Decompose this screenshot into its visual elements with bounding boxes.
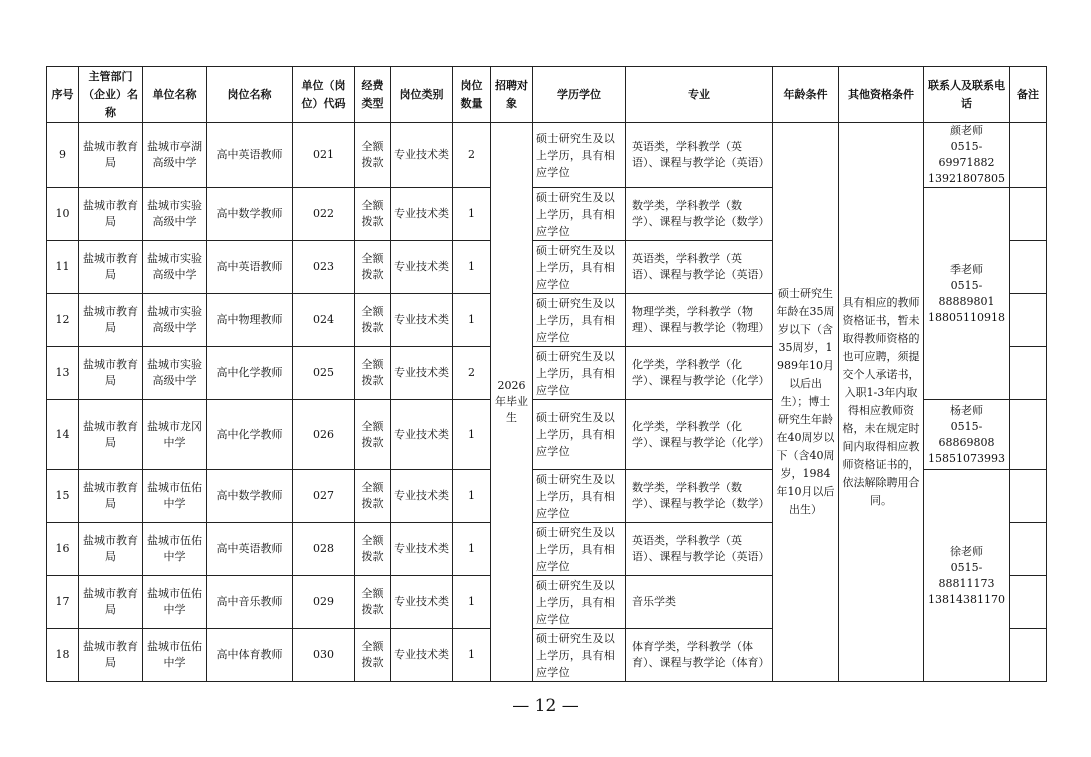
department-cell: 盐城市教育局 xyxy=(79,400,143,470)
contact-phone: 88889801 xyxy=(938,294,995,308)
contact-phone: 88811173 xyxy=(938,576,995,590)
department-cell: 盐城市教育局 xyxy=(79,241,143,294)
contact-area-code: 0515- xyxy=(950,278,983,292)
other-qualification-cell: 具有相应的教师资格证书，暂未取得教师资格的也可应聘，须提交个人承诺书，入职1-3年内取得相应教师资格，未在规定时间内取得相应教师资格证书的，依法解除聘用合同。 xyxy=(839,123,924,682)
category-cell: 专业技术类 xyxy=(391,241,453,294)
funding-cell: 全额拨款 xyxy=(355,523,391,576)
unit-cell: 盐城市实验高级中学 xyxy=(143,347,207,400)
post-cell: 高中音乐教师 xyxy=(207,576,293,629)
funding-cell: 全额拨款 xyxy=(355,241,391,294)
remark-cell xyxy=(1010,123,1047,188)
page-number: — 12 — xyxy=(512,696,579,716)
code-cell: 027 xyxy=(293,470,355,523)
contact-cell xyxy=(924,470,1010,682)
count-cell: 2 xyxy=(453,347,491,400)
post-cell: 高中化学教师 xyxy=(207,400,293,470)
serial-cell: 17 xyxy=(47,576,79,629)
serial-cell: 9 xyxy=(47,123,79,188)
remark-cell xyxy=(1010,188,1047,241)
code-cell: 029 xyxy=(293,576,355,629)
header-row xyxy=(47,67,1047,123)
serial-cell: 12 xyxy=(47,294,79,347)
count-cell: 2 xyxy=(453,123,491,188)
education-cell: 硕士研究生及以上学历，具有相应学位 xyxy=(533,629,626,682)
major-cell: 物理学类，学科教学（物理）、课程与教学论（物理） xyxy=(626,294,773,347)
serial-cell: 15 xyxy=(47,470,79,523)
contact-area-code: 0515- xyxy=(950,419,983,433)
contact-cell xyxy=(924,188,1010,400)
remark-cell xyxy=(1010,400,1047,470)
code-cell: 021 xyxy=(293,123,355,188)
unit-cell: 盐城市实验高级中学 xyxy=(143,241,207,294)
post-cell: 高中体育教师 xyxy=(207,629,293,682)
header-cell: 年龄条件 xyxy=(773,67,839,123)
contact-name: 徐老师 xyxy=(950,544,983,558)
department-cell: 盐城市教育局 xyxy=(79,294,143,347)
contact-phone: 68869808 xyxy=(938,435,995,449)
post-cell: 高中英语教师 xyxy=(207,523,293,576)
major-cell: 化学类，学科教学（化学）、课程与教学论（化学） xyxy=(626,400,773,470)
header-cell: 经费类型 xyxy=(355,67,391,123)
serial-cell: 18 xyxy=(47,629,79,682)
unit-cell: 盐城市伍佑中学 xyxy=(143,629,207,682)
serial-cell: 11 xyxy=(47,241,79,294)
major-cell: 数学类，学科教学（数学）、课程与教学论（数学） xyxy=(626,470,773,523)
contact-mobile: 13921807805 xyxy=(928,172,1005,185)
contact-cell xyxy=(924,123,1010,188)
code-cell: 026 xyxy=(293,400,355,470)
education-cell: 硕士研究生及以上学历，具有相应学位 xyxy=(533,347,626,400)
code-cell: 025 xyxy=(293,347,355,400)
contact-mobile: 18805110918 xyxy=(928,310,1005,324)
contact-cell xyxy=(924,400,1010,470)
code-cell: 022 xyxy=(293,188,355,241)
department-cell: 盐城市教育局 xyxy=(79,123,143,188)
code-cell: 023 xyxy=(293,241,355,294)
major-cell: 体育学类，学科教学（体育）、课程与教学论（体育） xyxy=(626,629,773,682)
category-cell: 专业技术类 xyxy=(391,629,453,682)
remark-cell xyxy=(1010,576,1047,629)
post-cell: 高中数学教师 xyxy=(207,470,293,523)
department-cell: 盐城市教育局 xyxy=(79,470,143,523)
unit-cell: 盐城市实验高级中学 xyxy=(143,294,207,347)
count-cell: 1 xyxy=(453,470,491,523)
header-cell: 招聘对象 xyxy=(491,67,533,123)
code-cell: 030 xyxy=(293,629,355,682)
funding-cell: 全额拨款 xyxy=(355,470,391,523)
unit-cell: 盐城市伍佑中学 xyxy=(143,470,207,523)
serial-cell: 13 xyxy=(47,347,79,400)
education-cell: 硕士研究生及以上学历，具有相应学位 xyxy=(533,241,626,294)
major-cell: 英语类，学科教学（英语）、课程与教学论（英语） xyxy=(626,241,773,294)
header-cell: 专业 xyxy=(626,67,773,123)
header-cell: 学历学位 xyxy=(533,67,626,123)
count-cell: 1 xyxy=(453,629,491,682)
count-cell: 1 xyxy=(453,576,491,629)
major-cell: 音乐学类 xyxy=(626,576,773,629)
count-cell: 1 xyxy=(453,188,491,241)
remark-cell xyxy=(1010,241,1047,294)
count-cell: 1 xyxy=(453,241,491,294)
table-row xyxy=(47,123,1047,188)
funding-cell: 全额拨款 xyxy=(355,188,391,241)
header-cell: 单位名称 xyxy=(143,67,207,123)
count-cell: 1 xyxy=(453,523,491,576)
funding-cell: 全额拨款 xyxy=(355,629,391,682)
contact-phone: 69971882 xyxy=(938,156,995,169)
department-cell: 盐城市教育局 xyxy=(79,523,143,576)
serial-cell: 14 xyxy=(47,400,79,470)
count-cell: 1 xyxy=(453,400,491,470)
contact-name: 季老师 xyxy=(950,262,983,276)
contact-mobile: 13814381170 xyxy=(928,592,1005,606)
header-cell: 序号 xyxy=(47,67,79,123)
department-cell: 盐城市教育局 xyxy=(79,576,143,629)
header-cell: 单位（岗位）代码 xyxy=(293,67,355,123)
funding-cell: 全额拨款 xyxy=(355,400,391,470)
education-cell: 硕士研究生及以上学历，具有相应学位 xyxy=(533,400,626,470)
remark-cell xyxy=(1010,347,1047,400)
education-cell: 硕士研究生及以上学历，具有相应学位 xyxy=(533,523,626,576)
department-cell: 盐城市教育局 xyxy=(79,629,143,682)
funding-cell: 全额拨款 xyxy=(355,347,391,400)
recruitment-table xyxy=(46,66,1047,682)
post-cell: 高中数学教师 xyxy=(207,188,293,241)
unit-cell: 盐城市实验高级中学 xyxy=(143,188,207,241)
funding-cell: 全额拨款 xyxy=(355,294,391,347)
unit-cell: 盐城市亭湖高级中学 xyxy=(143,123,207,188)
code-cell: 024 xyxy=(293,294,355,347)
unit-cell: 盐城市伍佑中学 xyxy=(143,576,207,629)
remark-cell xyxy=(1010,470,1047,523)
department-cell: 盐城市教育局 xyxy=(79,347,143,400)
header-cell: 岗位名称 xyxy=(207,67,293,123)
category-cell: 专业技术类 xyxy=(391,576,453,629)
contact-name: 杨老师 xyxy=(950,403,983,417)
contact-area-code: 0515- xyxy=(950,560,983,574)
education-cell: 硕士研究生及以上学历，具有相应学位 xyxy=(533,188,626,241)
funding-cell: 全额拨款 xyxy=(355,576,391,629)
unit-cell: 盐城市龙冈中学 xyxy=(143,400,207,470)
remark-cell xyxy=(1010,294,1047,347)
category-cell: 专业技术类 xyxy=(391,523,453,576)
major-cell: 化学类，学科教学（化学）、课程与教学论（化学） xyxy=(626,347,773,400)
category-cell: 专业技术类 xyxy=(391,123,453,188)
header-cell: 岗位数量 xyxy=(453,67,491,123)
header-cell: 备注 xyxy=(1010,67,1047,123)
header-cell: 其他资格条件 xyxy=(839,67,924,123)
education-cell: 硕士研究生及以上学历，具有相应学位 xyxy=(533,470,626,523)
age-condition-cell: 硕士研究生年龄在35周岁以下（含35周岁，1989年10月以后出生）；博士研究生年龄在40周岁以下（含40周岁，1984年10月以后出生） xyxy=(773,123,839,682)
contact-mobile: 15851073993 xyxy=(928,451,1005,465)
post-cell: 高中化学教师 xyxy=(207,347,293,400)
contact-name: 颜老师 xyxy=(950,124,983,137)
department-cell: 盐城市教育局 xyxy=(79,188,143,241)
education-cell: 硕士研究生及以上学历，具有相应学位 xyxy=(533,576,626,629)
category-cell: 专业技术类 xyxy=(391,294,453,347)
count-cell: 1 xyxy=(453,294,491,347)
header-cell: 岗位类别 xyxy=(391,67,453,123)
post-cell: 高中物理教师 xyxy=(207,294,293,347)
header-cell: 主管部门（企业）名称 xyxy=(79,67,143,123)
target-cell: 2026年毕业生 xyxy=(491,123,533,682)
major-cell: 数学类，学科教学（数学）、课程与教学论（数学） xyxy=(626,188,773,241)
education-cell: 硕士研究生及以上学历，具有相应学位 xyxy=(533,123,626,188)
code-cell: 028 xyxy=(293,523,355,576)
category-cell: 专业技术类 xyxy=(391,470,453,523)
post-cell: 高中英语教师 xyxy=(207,241,293,294)
serial-cell: 16 xyxy=(47,523,79,576)
category-cell: 专业技术类 xyxy=(391,188,453,241)
header-cell: 联系人及联系电话 xyxy=(924,67,1010,123)
category-cell: 专业技术类 xyxy=(391,347,453,400)
funding-cell: 全额拨款 xyxy=(355,123,391,188)
category-cell: 专业技术类 xyxy=(391,400,453,470)
major-cell: 英语类，学科教学（英语）、课程与教学论（英语） xyxy=(626,123,773,188)
remark-cell xyxy=(1010,523,1047,576)
serial-cell: 10 xyxy=(47,188,79,241)
remark-cell xyxy=(1010,629,1047,682)
contact-area-code: 0515- xyxy=(950,140,983,153)
education-cell: 硕士研究生及以上学历，具有相应学位 xyxy=(533,294,626,347)
post-cell: 高中英语教师 xyxy=(207,123,293,188)
unit-cell: 盐城市伍佑中学 xyxy=(143,523,207,576)
major-cell: 英语类，学科教学（英语）、课程与教学论（英语） xyxy=(626,523,773,576)
